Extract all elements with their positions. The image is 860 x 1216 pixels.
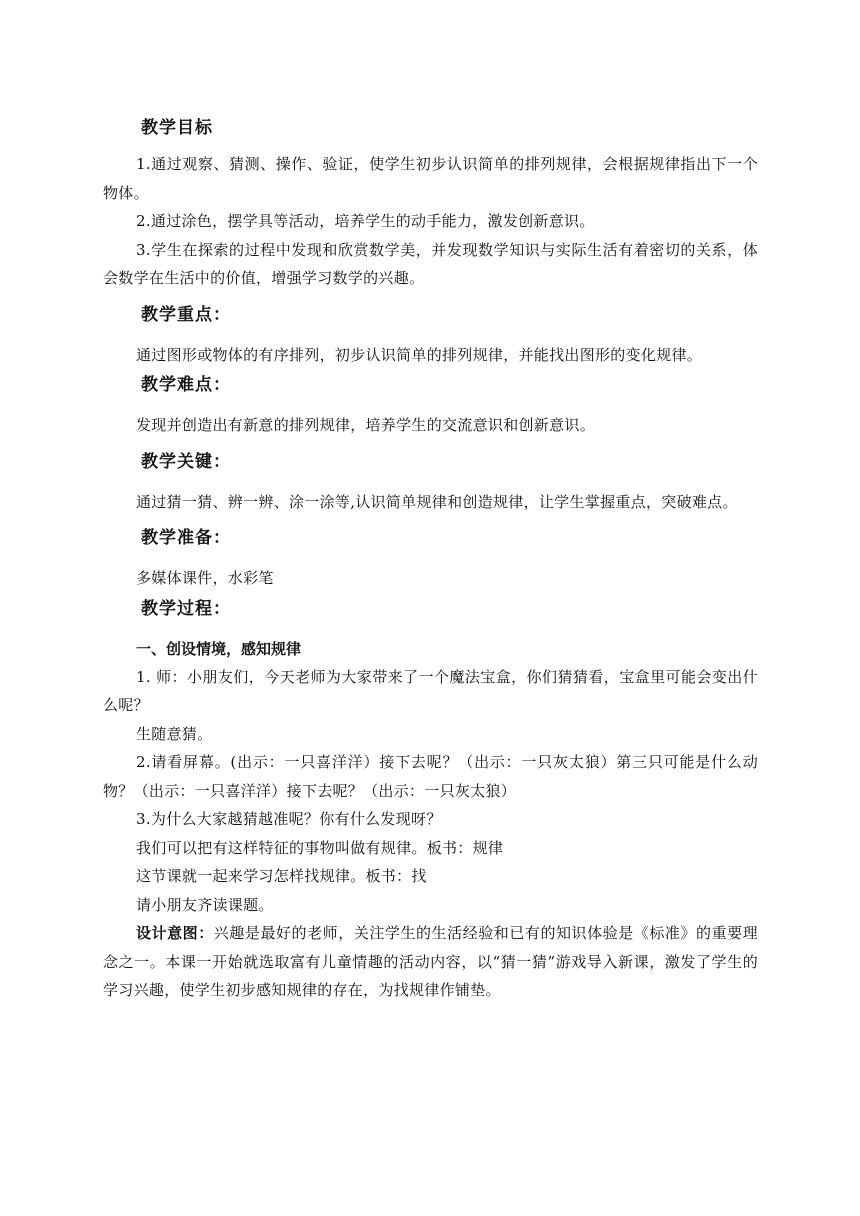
design-intent-label: 设计意图： [136,924,214,942]
heading-process: 教学过程： [141,598,231,619]
objective-item-1: 1.通过观察、猜测、操作、验证，使学生初步认识简单的排列规律，会根据规律指出下一个物体。 [103,155,758,202]
design-intent-text: 兴趣是最好的老师，关注学生的生活经验和已有的知识体验是《标准》的重要理念之一。本课一开始就选取富有儿童情趣的活动内容，以“猜一猜”游戏导入新课，激发了学生的学习兴趣，使学生初步感知规律的存在，为找规律作铺垫。 [103,924,758,999]
process-line-6: 这节课就一起来学习怎样找规律。板书：找 [136,867,427,885]
heading-objectives: 教学目标 [141,118,213,138]
preparation-text: 多媒体课件，水彩笔 [136,569,274,587]
objective-item-2: 2.通过涂色，摆学具等活动，培养学生的动手能力，激发创新意识。 [136,212,595,230]
heading-keys: 教学关键： [141,451,231,472]
keys-text: 通过猜一猜、辨一辨、涂一涂等,认识简单规律和创造规律，让学生掌握重点，突破难点。 [136,492,738,511]
process-line-5: 我们可以把有这样特征的事物叫做有规律。板书：规律 [136,838,504,857]
document-page [103,112,758,1005]
process-line-1: 1. 师：小朋友们，今天老师为大家带来了一个魔法宝盒，你们猜猜看，宝盒里可能会变出什么呢？ [103,667,758,714]
heading-key-points: 教学重点： [141,304,231,325]
objective-item-3: 3.学生在探索的过程中发现和欣赏数学美，并发现数学知识与实际生活有着密切的关系，体会数学在生活中的价值，增强学习数学的兴趣。 [103,240,758,287]
key-points-text: 通过图形或物体的有序排列，初步认识简单的排列规律，并能找出图形的变化规律。 [136,345,703,364]
design-intent-paragraph [103,919,758,1005]
difficulties-text: 发现并创造出有新意的排列规律，培养学生的交流意识和创新意识。 [136,416,596,434]
heading-difficulties: 教学难点： [141,375,231,395]
process-subheading: 一、创设情境，感知规律 [136,639,302,658]
process-line-4: 3.为什么大家越猜越准呢？你有什么发现呀？ [136,810,442,828]
heading-preparation: 教学准备： [141,528,231,548]
process-line-7: 请小朋友齐读课题。 [136,895,274,914]
process-line-3: 2.请看屏幕。(出示：一只喜洋洋）接下去呢？（出示：一只灰太狼）第三只可能是什么动物？（出示：一只喜洋洋）接下去呢？（出示：一只灰太狼） [103,753,758,800]
process-line-2: 生随意猜。 [136,724,213,743]
